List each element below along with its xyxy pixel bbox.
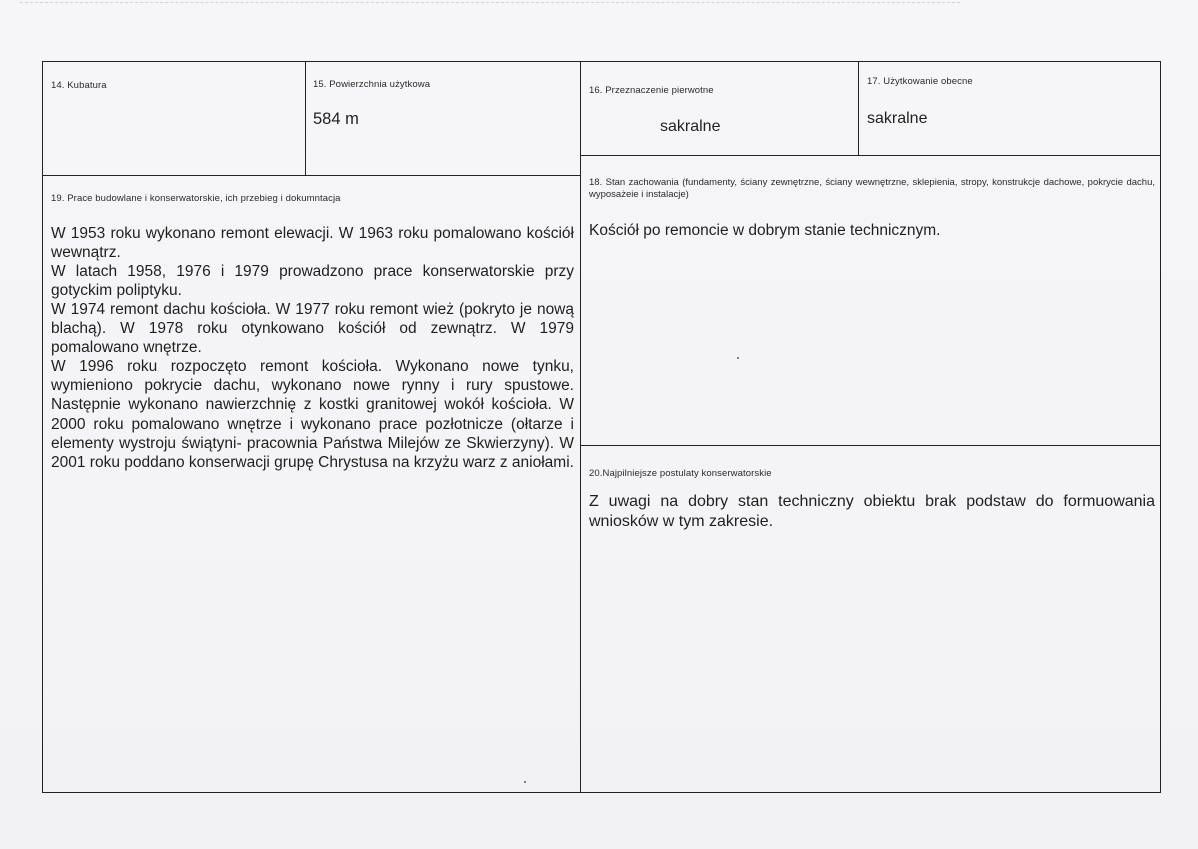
- value-17: sakralne: [867, 110, 928, 127]
- value-18: Kościół po remoncie w dobrym stanie technicznym.: [589, 222, 941, 239]
- label-14: 14. Kubatura: [51, 80, 107, 91]
- scan-speck: [524, 781, 526, 783]
- cell-15-powierzchnia: [306, 62, 581, 175]
- value-15: 584 m: [313, 110, 359, 128]
- label-16: 16. Przeznaczenie pierwotne: [589, 85, 714, 96]
- cell-17-uzytkowanie: [859, 62, 1161, 156]
- label-15: 15. Powierzchnia użytkowa: [313, 79, 431, 90]
- cell-14-kubatura: [43, 62, 306, 175]
- works-text-4: W 1996 roku rozpoczęto remont kościoła. Wykonano nowe tynku, wymieniono pokrycie dachu, wykonano nowe rynny i rury spustowe. Następnie wykonano nawierzchnię z kostki granitowej wokół kościoła. W 2000 roku pomalowano wnętrze i wykonano prace pozłotnicze (ołtarze i elementy wystroju świątyni- pracownia Państwa Milejów ze Skwierzyny). W 2001 roku poddano konserwacji grupę Chrystusa na krzyżu warz z aniołami.: [51, 358, 574, 472]
- cell-20-postulaty: [581, 446, 1161, 793]
- form-grid: [42, 61, 1161, 793]
- cell-16-przeznaczenie: [581, 62, 859, 156]
- label-19: 19. Prace budowlane i konserwatorskie, ich przebieg i dokumntacja: [51, 193, 341, 204]
- works-text-2: W latach 1958, 1976 i 1979 prowadzono prace konserwatorskie przy gotyckim poliptyku.: [51, 263, 574, 300]
- scan-speck: [737, 357, 739, 359]
- cell-19-prace: [43, 176, 580, 793]
- label-18: 18. Stan zachowania (fundamenty, ściany zewnętrzne, ściany wewnętrzne, sklepienia, stropy, konstrukcje dachowe, pokrycie dachu, wyposażeie i instalacje): [589, 177, 1155, 200]
- works-text-3: W 1974 remont dachu kościoła. W 1977 roku remont wież (pokryto je nową blachą). W 1978 roku otynkowano kościół od zewnątrz. W 1979 pomalowano wnętrze.: [51, 301, 574, 357]
- value-20: Z uwagi na dobry stan techniczny obiektu brak podstaw do formuowania wniosków w tym zakresie.: [589, 493, 1155, 530]
- scan-edge-mark: [20, 2, 960, 7]
- works-text-1: W 1953 roku wykonano remont elewacji. W 1963 roku pomalowano kościół wewnątrz.: [51, 225, 574, 262]
- value-16: sakralne: [660, 118, 721, 135]
- label-20: 20.Najpilniejsze postulaty konserwatorskie: [589, 468, 772, 479]
- cell-18-stan: [581, 156, 1161, 446]
- label-17: 17. Użytkowanie obecne: [867, 76, 973, 87]
